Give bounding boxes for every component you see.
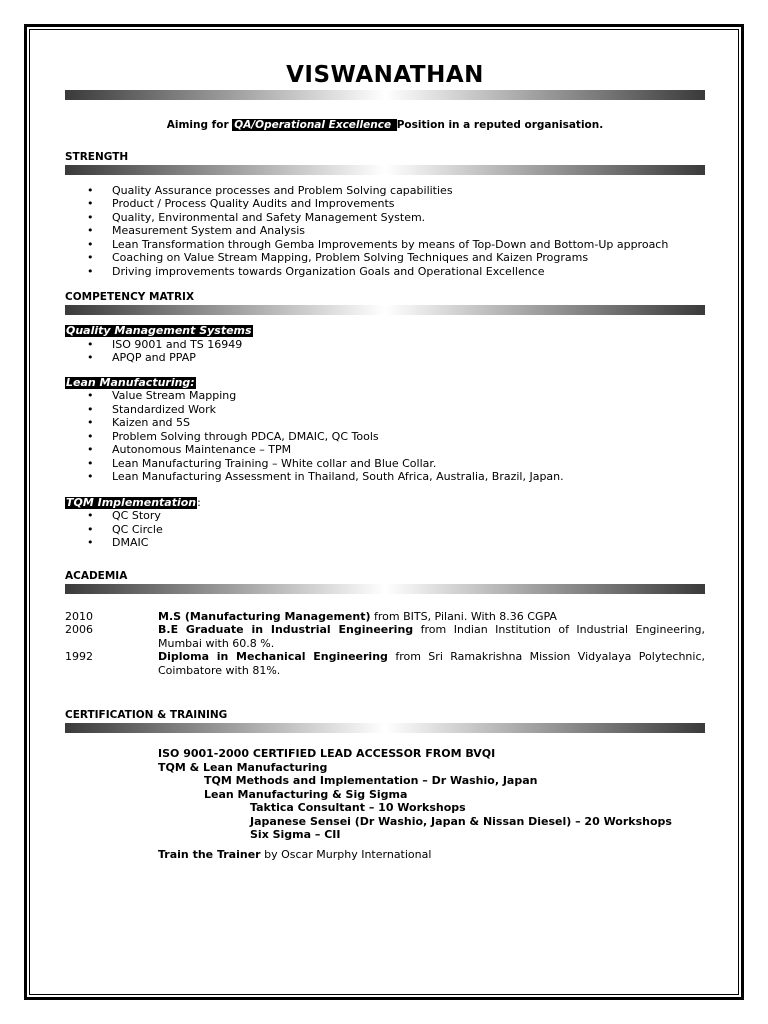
cert-line: TQM Methods and Implementation – Dr Washio, Japan [204,774,538,787]
cert-line: Lean Manufacturing & Sig Sigma [204,787,408,801]
qms-list [65,338,705,365]
list-item: • APQP and PPAP [87,351,196,364]
cert-line: TQM & Lean Manufacturing [158,760,328,774]
list-item: • Coaching on Value Stream Mapping, Problem Solving Techniques and Kaizen Programs [87,251,589,264]
list-item: • Lean Manufacturing Assessment in Thailand, South Africa, Australia, Brazil, Japan. [87,470,564,483]
list-item: • Quality Assurance processes and Problem Solving capabilities [87,183,453,197]
certification-divider [65,723,705,733]
objective-line [65,119,705,133]
academia-year: 2010 [65,609,93,623]
list-item: • Quality, Environmental and Safety Management System. [87,210,426,224]
subheading-qms: Quality Management Systems [66,324,252,337]
academia-entry: 1992 Diploma in Mechanical Engineering from Sri Ramakrishna Mission Vidyalaya Polytechnic, Coimbatore with 81%. [65,650,706,677]
list-item: • Lean Transformation through Gemba Improvements by means of Top-Down and Bottom-Up approach [87,237,669,251]
academia-title: ACADEMIA [65,569,128,582]
academia-list [65,610,705,678]
subheading-tqm: TQM Implementation [66,495,197,509]
certification-title: CERTIFICATION & TRAINING [65,709,228,721]
certification-list [65,747,705,861]
list-item: • Driving improvements towards Organization Goals and Operational Excellence [87,264,545,278]
list-item: • Product / Process Quality Audits and Improvements [87,197,395,210]
objective-highlight: QA/Operational Excellence [234,119,395,131]
list-item: • DMAIC [87,536,149,549]
cert-line: Six Sigma – CII [250,828,341,841]
subheading-lean: Lean Manufacturing: [66,375,195,389]
academia-degree: B.E Graduate in Industrial Engineering [158,623,414,636]
list-item: • Autonomous Maintenance – TPM [87,443,292,456]
train-the-trainer: Train the Trainer by Oscar Murphy International [158,847,432,861]
competency-group-qms [65,324,705,338]
cert-line: Taktica Consultant – 10 Workshops [250,801,466,814]
academia-year: 1992 [65,650,93,663]
competency-group-tqm: TQM Implementation: [66,495,201,509]
objective-suffix: Position in a reputed organisation. [396,119,604,131]
academia-entry: 2010 M.S (Manufacturing Management) from BITS, Pilani. With 8.36 CGPA [65,609,557,623]
strength-divider [65,165,705,175]
list-item: • ISO 9001 and TS 16949 [87,337,243,351]
list-item: • Lean Manufacturing Training – White collar and Blue Collar. [87,456,437,470]
list-item: • QC Story [87,509,161,522]
list-item: • Problem Solving through PDCA, DMAIC, QC Tools [87,429,379,443]
competency-group-lean [65,376,705,390]
competency-title: COMPETENCY MATRIX [65,291,195,303]
list-item: • Standardized Work [87,402,216,416]
list-item: • QC Circle [87,522,163,536]
list-item: • Value Stream Mapping [87,389,237,402]
academia-entry: 2006 B.E Graduate in Industrial Engineering from Indian Institution of Industrial Engineering, Mumbai with 60.8 %. [65,623,706,650]
objective-prefix: Aiming for [166,119,233,131]
cert-line: Japanese Sensei (Dr Washio, Japan & Nissan Diesel) – 20 Workshops [250,814,672,828]
strength-list [65,184,705,279]
candidate-name: VISWANATHAN [286,62,484,88]
list-item: • Kaizen and 5S [87,416,190,429]
resume-content [65,60,705,861]
academia-year: 2006 [65,623,93,636]
name-divider [65,90,705,100]
academia-degree: Diploma in Mechanical Engineering [158,650,388,663]
competency-divider [65,305,705,315]
cert-line: ISO 9001-2000 CERTIFIED LEAD ACCESSOR FROM BVQI [158,747,496,760]
lean-list [65,389,705,484]
academia-degree: M.S (Manufacturing Management) [158,609,371,623]
strength-title: STRENGTH [65,150,129,163]
academia-divider [65,584,705,594]
list-item: • Measurement System and Analysis [87,224,306,237]
tqm-list [65,509,705,550]
